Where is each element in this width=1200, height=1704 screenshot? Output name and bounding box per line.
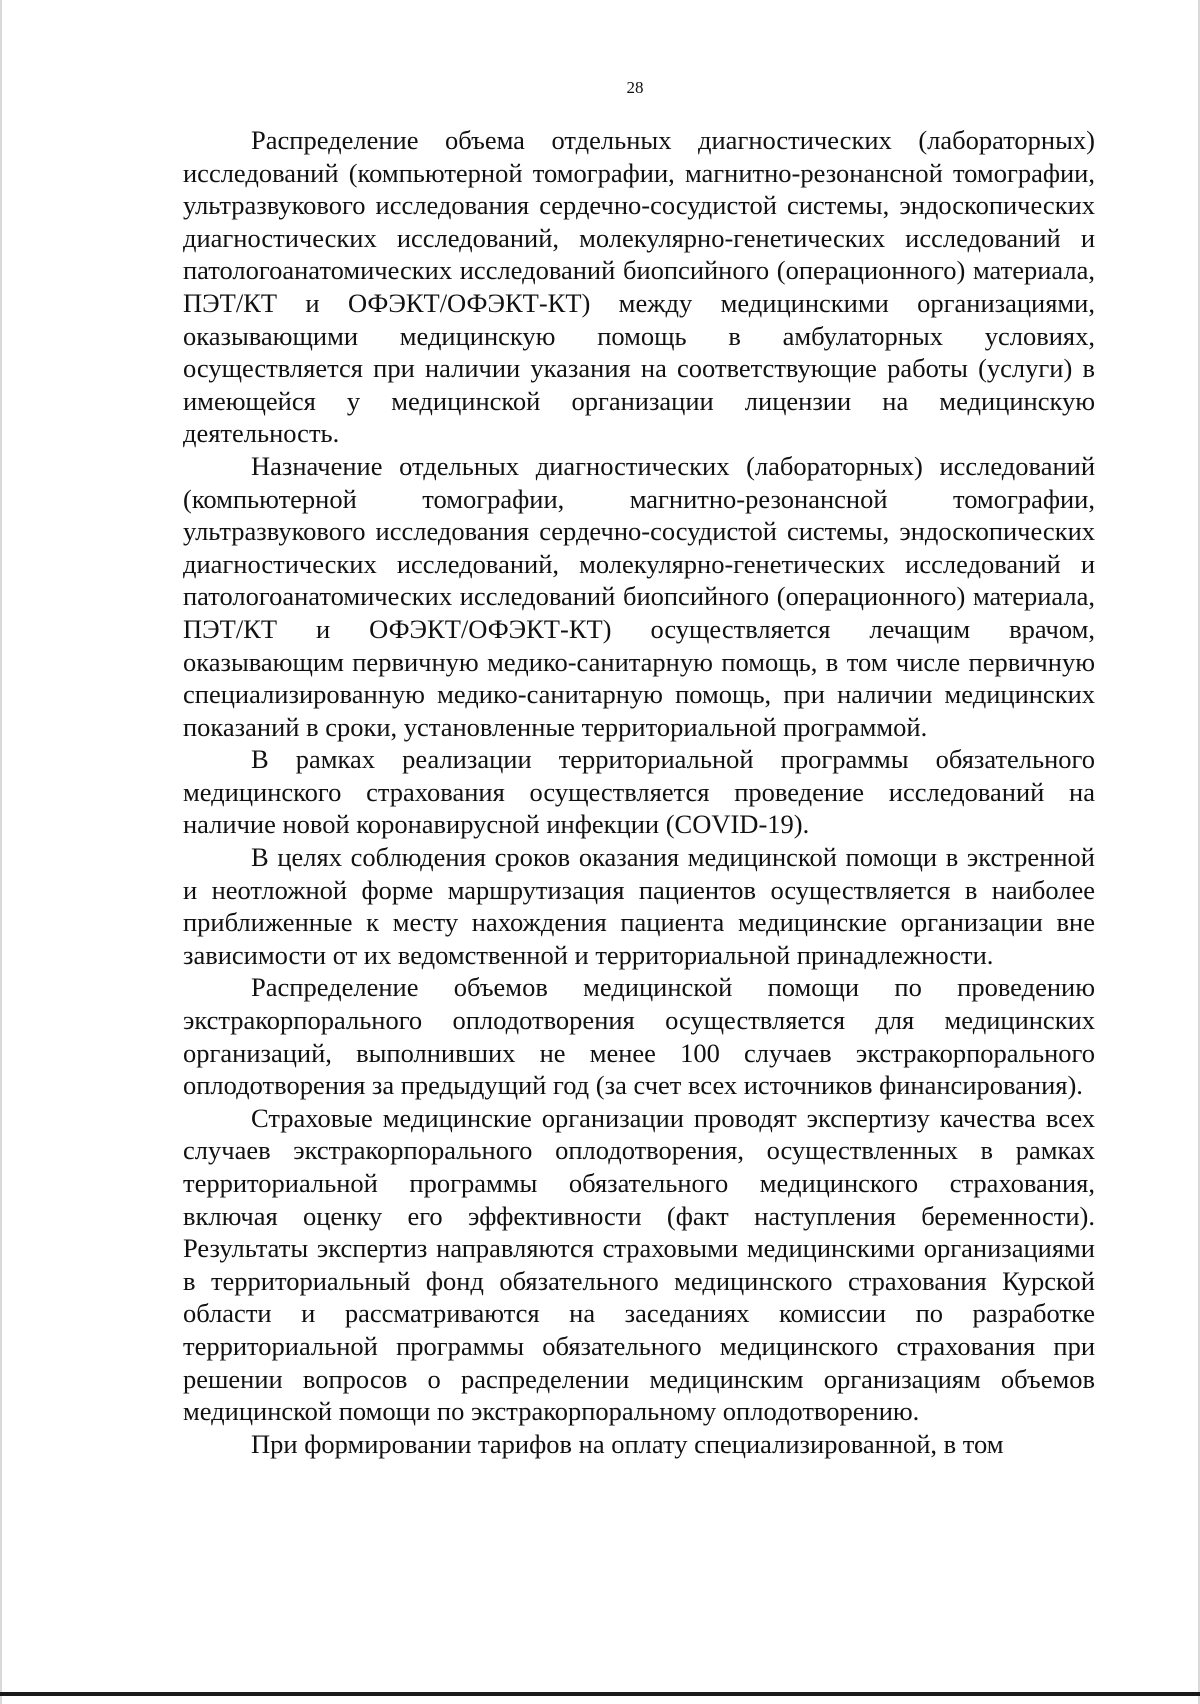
paragraph-ivf-expertise: Страховые медицинские организации проводят экспертизу качества всех случаев экстракорпорального оплодотворения, осуществленных в рамках территориальной программы обязательного медицинского страхования, включая оценку его эффективности (факт наступления беременности). Результаты экспертиз направляются страховыми медицинскими организациями в территориальный фонд обязательного медицинского страхования Курской области и рассматриваются на заседаниях комиссии по разработке территориальной программы обязательного медицинского страхования при решении вопросов о распределении медицинским организациям объемов медицинской помощи по экстракорпоральному оплодотворению.	[183, 1102, 1095, 1427]
paragraph-tariffs-continued: При формировании тарифов на оплату специализированной, в том	[251, 1428, 1004, 1459]
paragraph-diagnostic-distribution: Распределение объема отдельных диагностических (лабораторных) исследований (компьютерной томографии, магнитно-резонансной томографии, ультразвукового исследования сердечно-сосудистой системы, эндоскопических диагностических исследований, молекулярно-генетических исследований и патологоанатомических исследований биопсийного (операционного) материала, ПЭТ/КТ и ОФЭКТ/ОФЭКТ-КТ) между медицинскими организациями, оказывающими медицинскую помощь в амбулаторных условиях, осуществляется при наличии указания на соответствующие работы (услуги) в имеющейся у медицинской организации лицензии на медицинскую деятельность.	[183, 125, 1095, 449]
paragraph-ivf-volume: Распределение объемов медицинской помощи по проведению экстракорпорального оплодотворения осуществляется для медицинских организаций, выполнивших не менее 100 случаев экстракорпорального оплодотворения за предыдущий год (за счет всех источников финансирования).	[183, 972, 1095, 1101]
scan-bottom-border	[0, 1692, 1200, 1696]
document-body	[183, 124, 1095, 1460]
paragraph-diagnostic-assignment: Назначение отдельных диагностических (лабораторных) исследований (компьютерной томографии, магнитно-резонансной томографии, ультразвукового исследования сердечно-сосудистой системы, эндоскопических диагностических исследований, молекулярно-генетических исследований и патологоанатомических исследований биопсийного (операционного) материала, ПЭТ/КТ и ОФЭКТ/ОФЭКТ-КТ) осуществляется лечащим врачом, оказывающим первичную медико-санитарную помощь, в том числе первичную специализированную медико-санитарную помощь, при наличии медицинских показаний в сроки, установленные территориальной программой.	[183, 450, 1095, 742]
paragraph-emergency-routing: В целях соблюдения сроков оказания медицинской помощи в экстренной и неотложной форме маршрутизация пациентов осуществляется в наиболее приближенные к месту нахождения пациента медицинские организации вне зависимости от их ведомственной и территориальной принадлежности.	[183, 842, 1095, 970]
scan-left-edge	[0, 0, 2, 1704]
paragraph-covid-testing: В рамках реализации территориальной программы обязательного медицинского страхования осуществляется проведение исследований на наличие новой коронавирусной инфекции (COVID-19).	[183, 744, 1095, 840]
page-number: 28	[626, 78, 644, 97]
